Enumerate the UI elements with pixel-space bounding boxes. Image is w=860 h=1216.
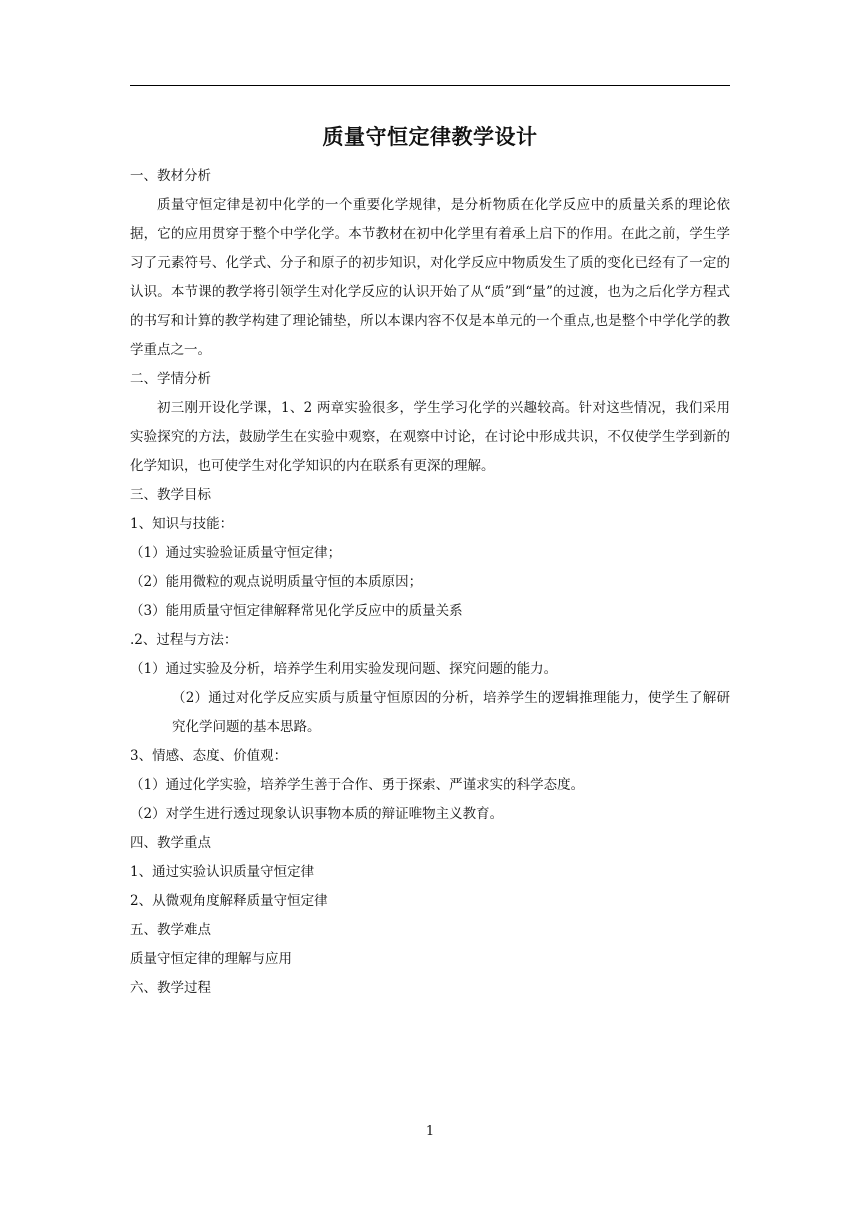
- subheading-emotion-attitude-values: 3、情感、态度、价值观：: [130, 748, 288, 764]
- section-heading-student-analysis: 二、学情分析: [130, 371, 211, 387]
- document-title: 质量守恒定律教学设计: [322, 125, 538, 149]
- paragraph-material-analysis: 质量守恒定律是初中化学的一个重要化学规律，是分析物质在化学反应中的质量关系的理论依据，它的应用贯穿于整个中学化学。本节教材在初中化学里有着承上启下的作用。在此之前，学生学习了元素符号、化学式、分子和原子的初步知识，对化学反应中物质发生了质的变化已经有了一定的认识。本节课的教学将引领学生对化学反应的认识开始了从“质”到“量”的过渡，也为之后化学方程式的书写和计算的教学构建了理论铺垫，所以本课内容不仅是本单元的一个重点,也是整个中学化学的教学重点之一。: [130, 197, 730, 358]
- section-heading-key-points: 四、教学重点: [130, 835, 211, 851]
- header-rule: [130, 85, 730, 86]
- section-heading-teaching-goals: 三、教学目标: [130, 487, 211, 503]
- list-item: （2）对学生进行透过现象认识事物本质的辩证唯物主义教育。: [130, 806, 504, 822]
- list-item: （2）能用微粒的观点说明质量守恒的本质原因；: [130, 574, 423, 590]
- list-item: （1）通过实验及分析，培养学生利用实验发现问题、探究问题的能力。: [130, 661, 558, 677]
- section-heading-teaching-process: 六、教学过程: [130, 980, 211, 996]
- list-item: （1）通过化学实验，培养学生善于合作、勇于探索、严谨求实的科学态度。: [130, 777, 585, 793]
- paragraph-student-analysis: 初三刚开设化学课，1、2 两章实验很多，学生学习化学的兴趣较高。针对这些情况，我们采用实验探究的方法，鼓励学生在实验中观察，在观察中讨论，在讨论中形成共识，不仅使学生学到新的化学知识，也可使学生对化学知识的内在联系有更深的理解。: [130, 400, 730, 474]
- list-item: （1）通过实验验证质量守恒定律；: [130, 545, 342, 561]
- list-item: （3）能用质量守恒定律解释常见化学反应中的质量关系: [130, 603, 463, 619]
- list-item-indented: （2）通过对化学反应实质与质量守恒原因的分析，培养学生的逻辑推理能力，使学生了解研究化学问题的基本思路。: [172, 690, 730, 735]
- section-heading-material-analysis: 一、教材分析: [130, 168, 211, 184]
- difficulty-text: 质量守恒定律的理解与应用: [130, 951, 292, 967]
- subheading-process-methods: .2、过程与方法：: [130, 632, 238, 648]
- page-number: 1: [425, 1124, 435, 1139]
- list-item: 1、通过实验认识质量守恒定律: [130, 864, 315, 880]
- subheading-knowledge-skills: 1、知识与技能：: [130, 516, 234, 532]
- list-item: 2、从微观角度解释质量守恒定律: [130, 893, 328, 909]
- document-body: [130, 118, 730, 1003]
- section-heading-difficulties: 五、教学难点: [130, 922, 211, 938]
